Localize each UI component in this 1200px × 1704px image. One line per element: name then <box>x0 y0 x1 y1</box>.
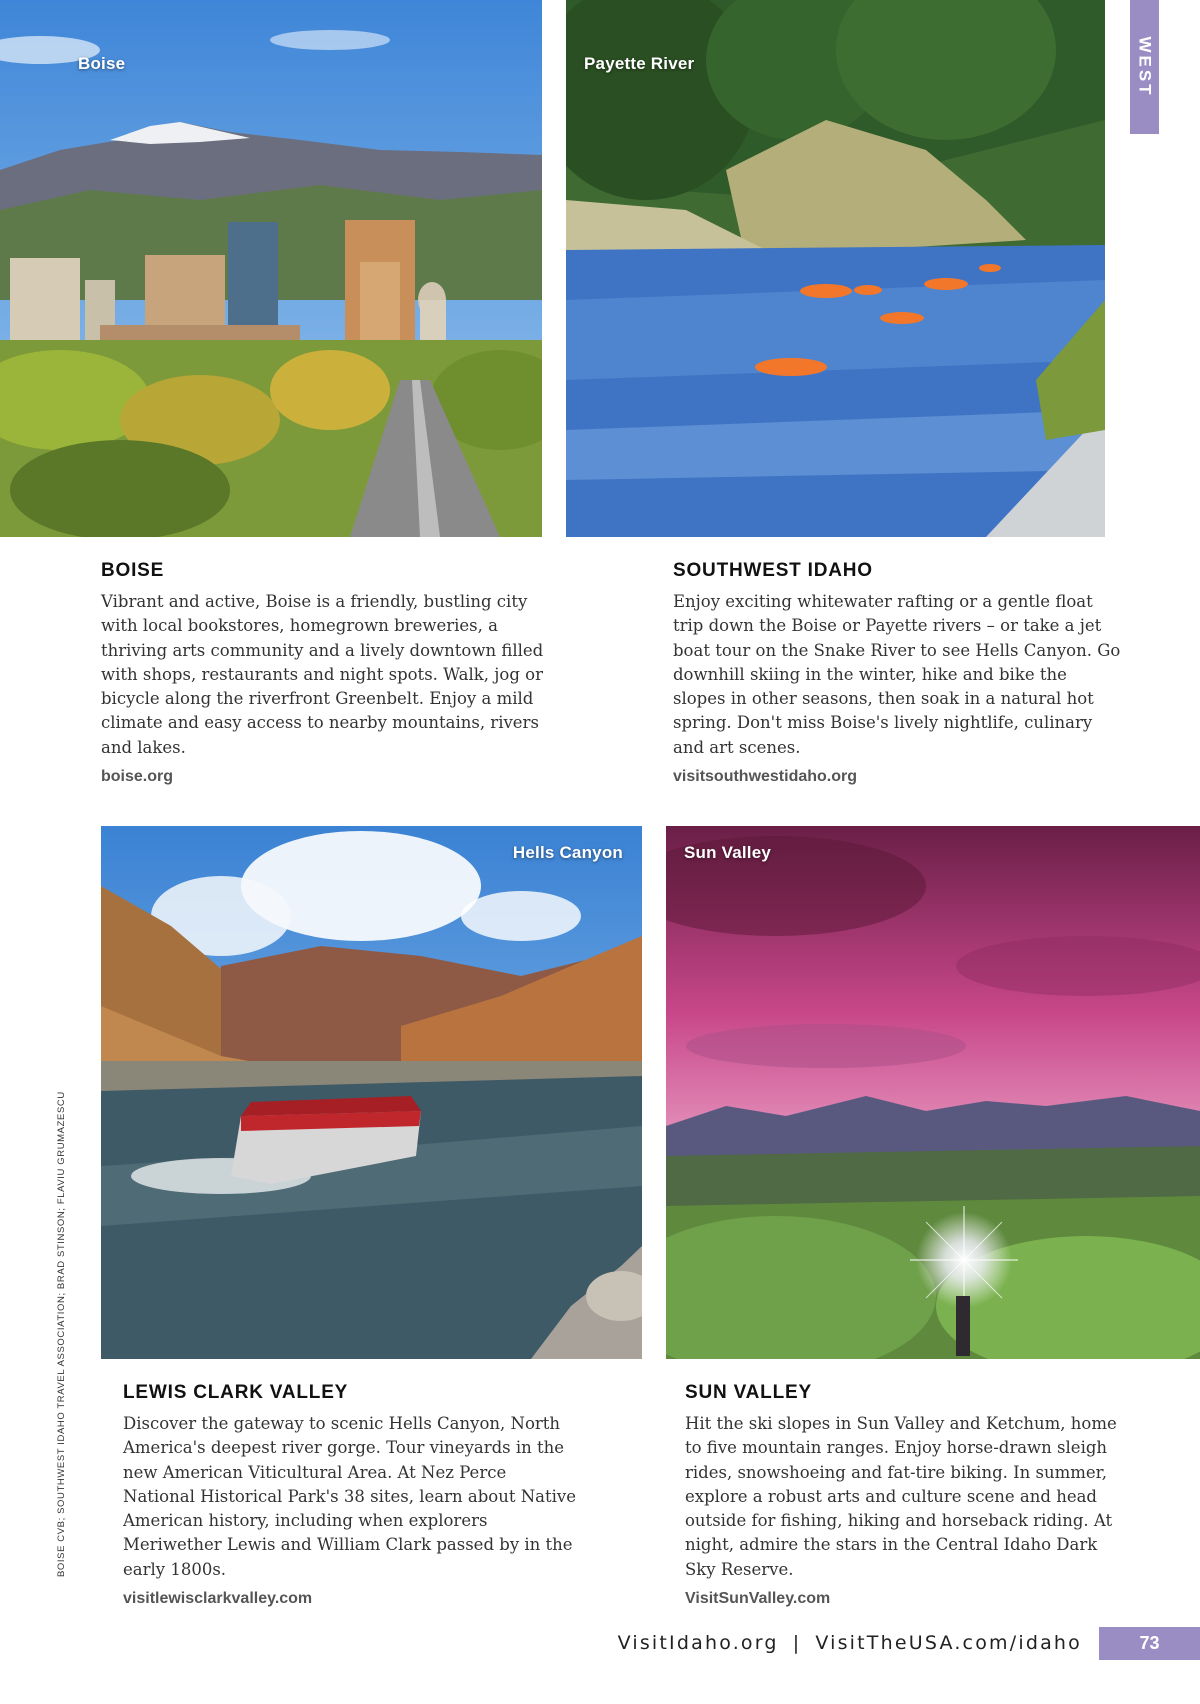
section-tab-label: WEST <box>1135 36 1155 98</box>
sun-valley-photo <box>666 826 1200 1359</box>
payette-river-photo <box>566 0 1105 537</box>
photo-credit: BOISE CVB; SOUTHWEST IDAHO TRAVEL ASSOCIATION; BRAD STINSON; FLAVIU GRUMAZESCU <box>56 1091 67 1577</box>
payette-river-photo-label: Payette River <box>584 54 695 73</box>
southwest-idaho-article <box>673 560 1123 786</box>
boise-url-link[interactable]: boise.org <box>101 768 174 786</box>
sun-valley-article <box>685 1382 1130 1608</box>
footer-link-visitidaho[interactable]: VisitIdaho.org <box>617 1632 779 1654</box>
lewis-clark-valley-title: LEWIS CLARK VALLEY <box>123 1382 349 1403</box>
southwest-idaho-title: SOUTHWEST IDAHO <box>673 560 873 581</box>
hells-canyon-photo-label: Hells Canyon <box>512 843 623 862</box>
lewis-clark-valley-url-link[interactable]: visitlewisclarkvalley.com <box>123 1590 313 1608</box>
sun-valley-title: SUN VALLEY <box>685 1382 812 1403</box>
boise-article <box>101 560 551 786</box>
boise-body: Vibrant and active, Boise is a friendly, bustling city with local bookstores, homegrown breweries, a thriving arts community and a lively downtown filled with shops, restaurants and night spots. Walk, jog or bicycle along the riverfront Greenbelt. Enjoy a mild climate and easy access to nearby mountains, rivers and lakes. <box>101 592 544 757</box>
page-number-badge <box>1099 1627 1200 1660</box>
boise-title: BOISE <box>101 560 165 581</box>
sun-valley-body: Hit the ski slopes in Sun Valley and Ketchum, home to five mountain ranges. Enjoy horse-drawn sleigh rides, snowshoeing and fat-tire biking. In summer, explore a robust arts and culture scene and head outside for fishing, hiking and horseback riding. At night, admire the stars in the Central Idaho Dark Sky Reserve. <box>685 1414 1117 1579</box>
southwest-idaho-url-link[interactable]: visitsouthwestidaho.org <box>673 768 858 786</box>
section-tab <box>1130 0 1159 134</box>
footer-separator: | <box>792 1632 802 1654</box>
boise-photo <box>0 0 542 537</box>
boise-photo-label: Boise <box>78 54 126 73</box>
hells-canyon-photo <box>101 826 642 1359</box>
lewis-clark-valley-article <box>123 1382 578 1608</box>
footer-links <box>618 1632 1082 1654</box>
page-number: 73 <box>1139 1633 1160 1653</box>
sun-valley-photo-label: Sun Valley <box>684 843 772 862</box>
sun-valley-url-link[interactable]: VisitSunValley.com <box>685 1590 831 1608</box>
lewis-clark-valley-body: Discover the gateway to scenic Hells Canyon, North America's deepest river gorge. Tour vineyards in the new American Viticultural Area. At Nez Perce National Historical Park's 38 sites, learn about Native American history, including when explorers Meriwether Lewis and William Clark passed by in the early 1800s. <box>123 1414 576 1579</box>
southwest-idaho-body: Enjoy exciting whitewater rafting or a gentle float trip down the Boise or Payette rivers – or take a jet boat tour on the Snake River to see Hells Canyon. Go downhill skiing in the winter, hike and bike the slopes in other seasons, then soak in a natural hot spring. Don't miss Boise's lively nightlife, culinary and art scenes. <box>673 592 1121 757</box>
footer-link-visittheusa[interactable]: VisitTheUSA.com/idaho <box>815 1632 1082 1654</box>
